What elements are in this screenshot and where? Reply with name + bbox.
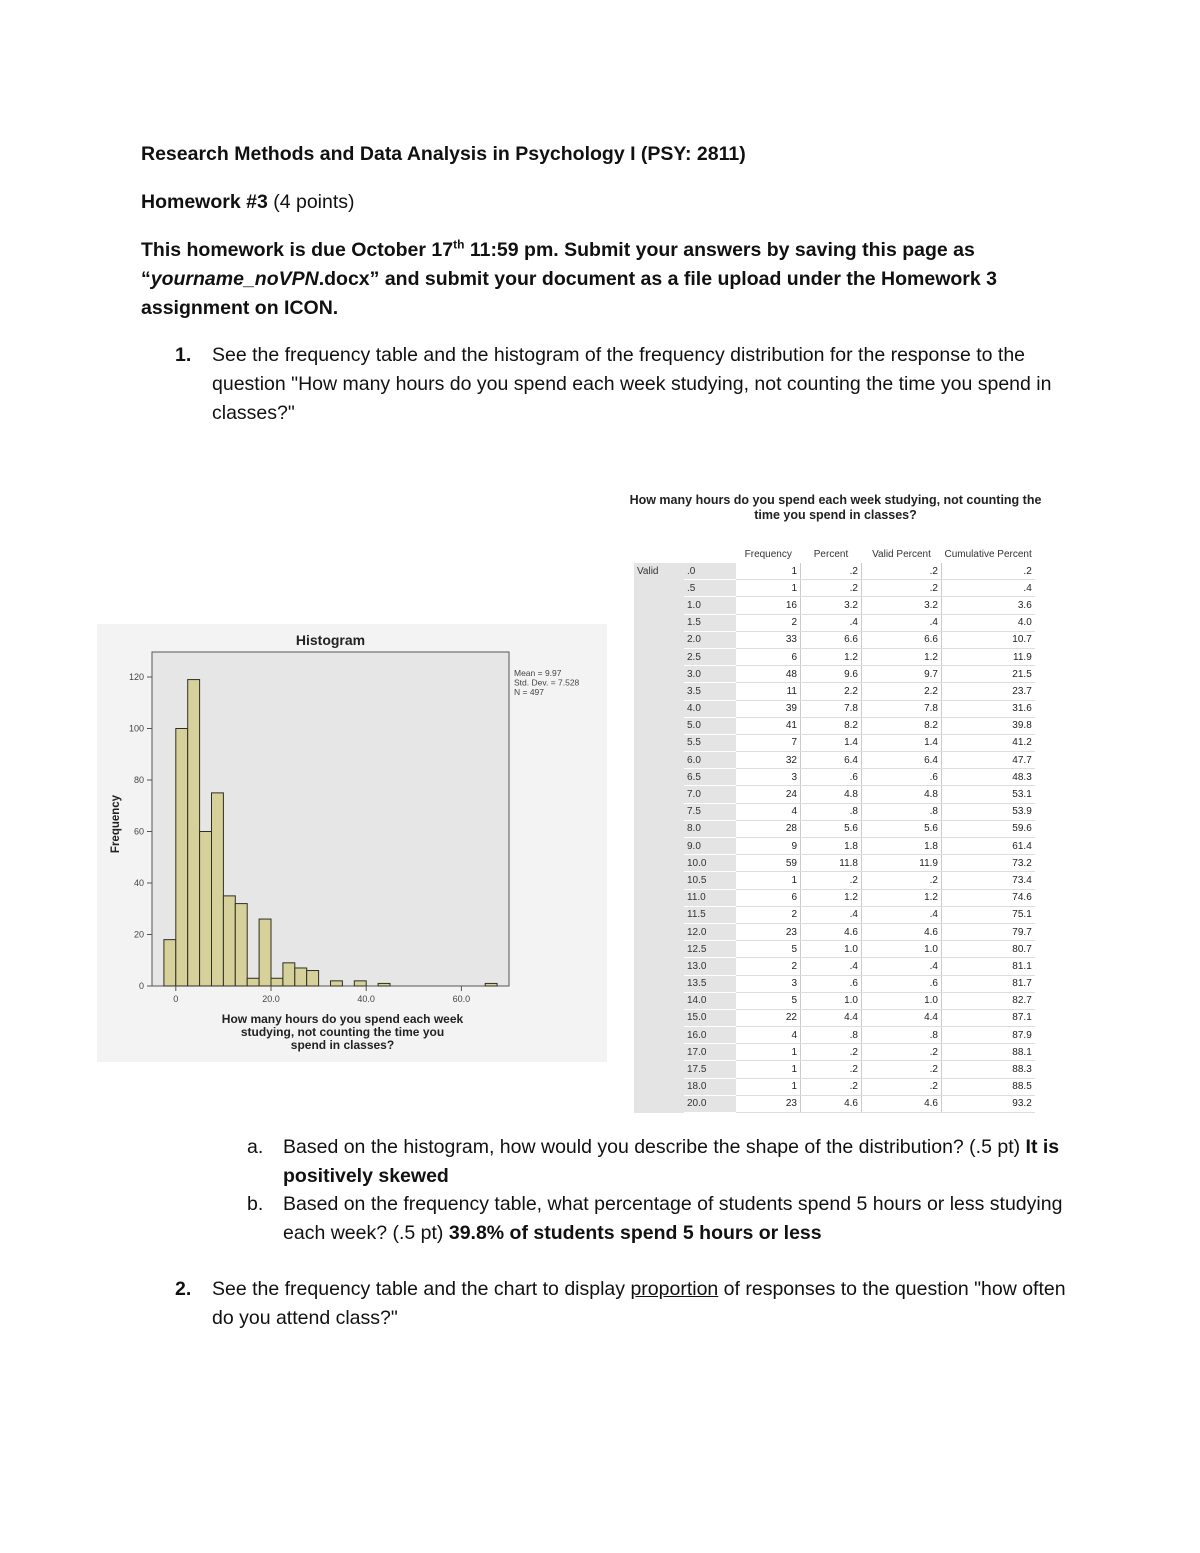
table-cell: .6 — [862, 769, 942, 786]
table-cell: 7 — [736, 734, 801, 751]
table-row — [634, 889, 1035, 906]
row-group-label — [634, 717, 684, 734]
table-cell: 1.8 — [801, 838, 862, 855]
row-value-label: 5.0 — [684, 717, 736, 734]
table-cell: .4 — [862, 906, 942, 923]
histogram-bar — [188, 680, 200, 986]
homework-points: (4 points) — [267, 191, 355, 213]
table-cell: 1 — [736, 1061, 801, 1078]
due-superscript: th — [453, 237, 465, 252]
table-cell: 2 — [736, 906, 801, 923]
question-1a-answer: It is positively skewed — [283, 1136, 1060, 1187]
table-cell: .6 — [801, 769, 862, 786]
row-value-label: 1.5 — [684, 614, 736, 631]
table-cell: 8.2 — [801, 717, 862, 734]
row-group-label — [634, 941, 684, 958]
table-cell: 4.0 — [942, 614, 1035, 631]
table-cell: 53.1 — [942, 786, 1035, 803]
table-cell: 2 — [736, 958, 801, 975]
question-2-text — [212, 1275, 1072, 1333]
table-header-row — [634, 533, 1035, 563]
table-cell: 1.2 — [801, 648, 862, 665]
y-tick-label: 120 — [128, 672, 144, 682]
table-row — [634, 563, 1035, 580]
question-1a-letter: a. — [247, 1136, 264, 1158]
table-cell: 1.8 — [862, 838, 942, 855]
table-cell: 1.0 — [801, 941, 862, 958]
table-cell: 6.4 — [801, 752, 862, 769]
row-value-label: 9.0 — [684, 838, 736, 855]
table-cell: 5 — [736, 941, 801, 958]
y-tick-label: 0 — [138, 981, 144, 991]
row-value-label: 10.5 — [684, 872, 736, 889]
table-row — [634, 597, 1035, 614]
table-cell: 9 — [736, 838, 801, 855]
frequency-table-figure — [617, 480, 1054, 1110]
homework-heading — [141, 188, 355, 217]
table-cell: 59 — [736, 855, 801, 872]
histogram-bar — [307, 971, 319, 986]
row-group-label — [634, 872, 684, 889]
row-value-label: 4.0 — [684, 700, 736, 717]
table-cell: 1.0 — [801, 992, 862, 1009]
table-cell: 1.2 — [801, 889, 862, 906]
question-1b-letter: b. — [247, 1193, 264, 1215]
row-value-label: 15.0 — [684, 1009, 736, 1026]
question-2-text-before: See the frequency table and the chart to display — [212, 1278, 631, 1300]
table-cell: 3.2 — [862, 597, 942, 614]
table-row — [634, 838, 1035, 855]
table-row — [634, 941, 1035, 958]
due-instructions — [141, 236, 1101, 323]
table-row — [634, 631, 1035, 648]
row-group-label — [634, 958, 684, 975]
table-row — [634, 1061, 1035, 1078]
histogram-bar — [331, 981, 343, 986]
table-cell: 1.2 — [862, 648, 942, 665]
table-row — [634, 580, 1035, 597]
table-row — [634, 923, 1035, 940]
table-row — [634, 786, 1035, 803]
table-row — [634, 648, 1035, 665]
table-cell: 7.8 — [801, 700, 862, 717]
histogram-bar — [176, 729, 188, 987]
question-1a-question: Based on the histogram, how would you describe the shape of the distribution? (.5 pt) — [283, 1136, 1026, 1158]
row-group-label — [634, 683, 684, 700]
table-cell: 39.8 — [942, 717, 1035, 734]
row-group-label — [634, 889, 684, 906]
y-tick-label: 40 — [133, 878, 144, 888]
table-cell: 1 — [736, 1078, 801, 1095]
table-cell: .2 — [801, 1061, 862, 1078]
row-group-label — [634, 923, 684, 940]
table-cell: .4 — [801, 906, 862, 923]
row-group-label — [634, 1078, 684, 1095]
table-row — [634, 975, 1035, 992]
table-cell: 5.6 — [862, 820, 942, 837]
table-cell: 2.2 — [801, 683, 862, 700]
row-group-label — [634, 1044, 684, 1061]
question-1a-text — [283, 1133, 1083, 1191]
x-tick-label: 60.0 — [452, 994, 471, 1004]
table-cell: 28 — [736, 820, 801, 837]
table-cell: 53.9 — [942, 803, 1035, 820]
table-cell: 6 — [736, 889, 801, 906]
table-cell: 81.7 — [942, 975, 1035, 992]
table-cell: .2 — [801, 580, 862, 597]
histogram-title: Histogram — [295, 632, 366, 648]
course-title: Research Methods and Data Analysis in Psychology I (PSY: 2811) — [141, 143, 746, 165]
table-cell: 2.2 — [862, 683, 942, 700]
histogram-bar — [259, 919, 271, 986]
table-cell: 3 — [736, 769, 801, 786]
table-cell: 4 — [736, 1027, 801, 1044]
table-cell: 47.7 — [942, 752, 1035, 769]
table-row — [634, 700, 1035, 717]
histogram-stat: N = 497 — [514, 687, 545, 697]
table-row — [634, 717, 1035, 734]
table-cell: 61.4 — [942, 838, 1035, 855]
table-cell: 1.4 — [801, 734, 862, 751]
table-cell: .2 — [862, 580, 942, 597]
x-tick-label: 0 — [173, 994, 179, 1004]
table-cell: 87.9 — [942, 1027, 1035, 1044]
table-cell: 11 — [736, 683, 801, 700]
table-cell: 11.9 — [942, 648, 1035, 665]
row-group-label — [634, 648, 684, 665]
table-cell: .6 — [862, 975, 942, 992]
row-value-label: 2.5 — [684, 648, 736, 665]
row-group-label — [634, 786, 684, 803]
table-cell: 31.6 — [942, 700, 1035, 717]
histogram-bar — [485, 983, 497, 986]
table-cell: 80.7 — [942, 941, 1035, 958]
histogram-stat: Mean = 9.97 — [514, 668, 562, 678]
histogram-chart — [97, 624, 607, 1062]
y-tick-label: 100 — [128, 723, 144, 734]
table-row — [634, 769, 1035, 786]
table-cell: 73.2 — [942, 855, 1035, 872]
histogram-bar — [223, 896, 235, 986]
table-cell: .4 — [801, 958, 862, 975]
y-tick-label: 60 — [133, 826, 144, 837]
histogram-x-label: How many hours do you spend each week — [221, 1012, 464, 1026]
row-value-label: 12.0 — [684, 923, 736, 940]
histogram-bar — [212, 793, 224, 986]
table-cell: 74.6 — [942, 889, 1035, 906]
table-cell: 3.2 — [801, 597, 862, 614]
table-row — [634, 958, 1035, 975]
table-cell: 21.5 — [942, 666, 1035, 683]
histogram-bar — [283, 963, 295, 986]
table-cell: .4 — [801, 614, 862, 631]
table-cell: .2 — [862, 1061, 942, 1078]
table-cell: .4 — [862, 614, 942, 631]
question-1-number: 1. — [175, 344, 192, 366]
row-group-label — [634, 855, 684, 872]
row-group-label — [634, 734, 684, 751]
row-value-label: 3.5 — [684, 683, 736, 700]
column-header: Cumulative Percent — [944, 549, 1032, 560]
table-cell: 11.8 — [801, 855, 862, 872]
row-value-label: 11.0 — [684, 889, 736, 906]
table-cell: .4 — [862, 958, 942, 975]
table-cell: 4 — [736, 803, 801, 820]
table-cell: 4.8 — [862, 786, 942, 803]
table-cell: 9.7 — [862, 666, 942, 683]
histogram-bar — [295, 968, 307, 986]
table-cell: .2 — [801, 1078, 862, 1095]
table-cell: 39 — [736, 700, 801, 717]
row-value-label: 13.0 — [684, 958, 736, 975]
table-cell: 81.1 — [942, 958, 1035, 975]
row-value-label: 12.5 — [684, 941, 736, 958]
table-row — [634, 1044, 1035, 1061]
row-value-label: 2.0 — [684, 631, 736, 648]
question-1b-text — [283, 1190, 1083, 1248]
table-cell: 1.0 — [862, 941, 942, 958]
row-value-label: 7.5 — [684, 803, 736, 820]
row-group-label: Valid — [634, 563, 684, 580]
row-value-label: 5.5 — [684, 734, 736, 751]
row-group-label — [634, 631, 684, 648]
table-cell: 1.4 — [862, 734, 942, 751]
frequency-table — [634, 533, 1035, 1113]
table-cell: .2 — [862, 872, 942, 889]
table-row — [634, 855, 1035, 872]
question-2-underlined: proportion — [630, 1278, 719, 1300]
row-value-label: 18.0 — [684, 1078, 736, 1095]
histogram-stat: Std. Dev. = 7.528 — [514, 677, 580, 688]
histogram-bar — [235, 904, 247, 986]
table-cell: 24 — [736, 786, 801, 803]
row-group-label — [634, 1009, 684, 1026]
table-row — [634, 872, 1035, 889]
question-2-number: 2. — [175, 1278, 192, 1300]
table-cell: 6.4 — [862, 752, 942, 769]
row-group-label — [634, 1095, 684, 1112]
table-cell: 79.7 — [942, 923, 1035, 940]
row-group-label — [634, 769, 684, 786]
table-cell: 3 — [736, 975, 801, 992]
due-filename: yourname_noVPN — [150, 268, 319, 290]
x-tick-label: 20.0 — [262, 994, 280, 1004]
table-cell: .2 — [801, 1044, 862, 1061]
row-value-label: 16.0 — [684, 1027, 736, 1044]
row-value-label: 7.0 — [684, 786, 736, 803]
table-cell: 88.1 — [942, 1044, 1035, 1061]
table-cell: .6 — [801, 975, 862, 992]
table-row — [634, 1027, 1035, 1044]
row-value-label: .5 — [684, 580, 736, 597]
table-cell: 73.4 — [942, 872, 1035, 889]
table-cell: 9.6 — [801, 666, 862, 683]
table-row — [634, 906, 1035, 923]
row-value-label: 17.0 — [684, 1044, 736, 1061]
row-value-label: 6.5 — [684, 769, 736, 786]
histogram-x-label: studying, not counting the time you — [240, 1025, 445, 1039]
histogram-bar — [354, 981, 366, 986]
table-cell: 1 — [736, 1044, 801, 1061]
row-group-label — [634, 992, 684, 1009]
table-cell: 1 — [736, 580, 801, 597]
table-cell: .8 — [801, 803, 862, 820]
header-blank — [684, 533, 736, 563]
histogram-bar — [378, 983, 390, 986]
row-value-label: .0 — [684, 563, 736, 580]
row-group-label — [634, 580, 684, 597]
table-cell: 2 — [736, 614, 801, 631]
header-blank — [634, 533, 684, 563]
column-header: Percent — [813, 549, 849, 560]
table-row — [634, 614, 1035, 631]
table-cell: .8 — [801, 1027, 862, 1044]
table-row — [634, 1009, 1035, 1026]
table-cell: 4.8 — [801, 786, 862, 803]
table-row — [634, 992, 1035, 1009]
column-header: Frequency — [744, 549, 792, 560]
table-cell: .2 — [801, 563, 862, 580]
table-cell: 88.5 — [942, 1078, 1035, 1095]
table-row — [634, 683, 1035, 700]
histogram-x-label: spend in classes? — [290, 1038, 395, 1052]
row-value-label: 8.0 — [684, 820, 736, 837]
table-row — [634, 752, 1035, 769]
table-cell: 1 — [736, 872, 801, 889]
due-text-2: 11:59 pm. Submit your answers by saving this page as “ — [141, 239, 975, 290]
table-cell: .2 — [801, 872, 862, 889]
table-row — [634, 1078, 1035, 1095]
table-cell: 4.6 — [862, 923, 942, 940]
table-row — [634, 1095, 1035, 1112]
row-group-label — [634, 666, 684, 683]
table-cell: 4.6 — [801, 1095, 862, 1112]
row-value-label: 6.0 — [684, 752, 736, 769]
table-cell: 33 — [736, 631, 801, 648]
table-cell: 1.2 — [862, 889, 942, 906]
due-text-1: This homework is due October 17 — [141, 239, 454, 261]
table-cell: 4.6 — [801, 923, 862, 940]
table-cell: 23.7 — [942, 683, 1035, 700]
table-cell: .2 — [862, 1078, 942, 1095]
table-cell: 4.6 — [862, 1095, 942, 1112]
table-cell: 93.2 — [942, 1095, 1035, 1112]
table-cell: 23 — [736, 1095, 801, 1112]
row-group-label — [634, 803, 684, 820]
table-cell: 87.1 — [942, 1009, 1035, 1026]
table-cell: .8 — [862, 803, 942, 820]
row-group-label — [634, 700, 684, 717]
table-cell: 10.7 — [942, 631, 1035, 648]
table-cell: .8 — [862, 1027, 942, 1044]
histogram-y-label: Frequency — [110, 794, 122, 854]
y-tick-label: 20 — [133, 929, 144, 940]
table-cell: 75.1 — [942, 906, 1035, 923]
table-cell: 4.4 — [801, 1009, 862, 1026]
table-cell: .2 — [862, 563, 942, 580]
table-cell: .2 — [942, 563, 1035, 580]
histogram-bar — [271, 978, 283, 986]
row-group-label — [634, 906, 684, 923]
table-cell: 22 — [736, 1009, 801, 1026]
question-2-text-after: of responses to the question "how often do you attend class?" — [212, 1278, 1066, 1329]
x-tick-label: 40.0 — [357, 994, 375, 1004]
table-cell: 16 — [736, 597, 801, 614]
table-cell: 82.7 — [942, 992, 1035, 1009]
table-cell: 6.6 — [862, 631, 942, 648]
row-value-label: 1.0 — [684, 597, 736, 614]
column-header: Valid Percent — [872, 549, 931, 560]
row-value-label: 14.0 — [684, 992, 736, 1009]
row-group-label — [634, 597, 684, 614]
question-1b-question: Based on the frequency table, what percentage of students spend 5 hours or less studying each week? (.5 pt) — [283, 1193, 1063, 1244]
row-group-label — [634, 614, 684, 631]
row-group-label — [634, 838, 684, 855]
table-cell: 8.2 — [862, 717, 942, 734]
table-cell: 3.6 — [942, 597, 1035, 614]
table-cell: 4.4 — [862, 1009, 942, 1026]
question-1-text: See the frequency table and the histogram of the frequency distribution for the response to the question "How many hours do you spend each week studying, not counting the time you spend in classes?" — [212, 344, 1052, 424]
row-value-label: 20.0 — [684, 1095, 736, 1112]
table-cell: 59.6 — [942, 820, 1035, 837]
table-cell: 11.9 — [862, 855, 942, 872]
row-group-label — [634, 1061, 684, 1078]
row-value-label: 11.5 — [684, 906, 736, 923]
table-cell: .2 — [862, 1044, 942, 1061]
table-cell: 88.3 — [942, 1061, 1035, 1078]
table-cell: 5.6 — [801, 820, 862, 837]
y-tick-label: 80 — [133, 775, 144, 785]
homework-title: Homework #3 — [141, 191, 268, 213]
table-cell: 48.3 — [942, 769, 1035, 786]
histogram-figure — [97, 624, 607, 1062]
histogram-bar — [164, 940, 176, 986]
row-value-label: 3.0 — [684, 666, 736, 683]
table-row — [634, 820, 1035, 837]
question-1b-answer: 39.8% of students spend 5 hours or less — [448, 1222, 822, 1244]
frequency-table-title: How many hours do you spend each week studying, not counting the time you spend in classes? — [629, 493, 1042, 522]
row-group-label — [634, 820, 684, 837]
table-cell: 32 — [736, 752, 801, 769]
table-cell: 23 — [736, 923, 801, 940]
row-value-label: 17.5 — [684, 1061, 736, 1078]
table-cell: 6 — [736, 648, 801, 665]
table-cell: 48 — [736, 666, 801, 683]
table-cell: .4 — [942, 580, 1035, 597]
row-group-label — [634, 752, 684, 769]
row-group-label — [634, 1027, 684, 1044]
row-value-label: 10.0 — [684, 855, 736, 872]
table-cell: 41 — [736, 717, 801, 734]
table-row — [634, 803, 1035, 820]
table-cell: 1 — [736, 563, 801, 580]
table-cell: 5 — [736, 992, 801, 1009]
histogram-bar — [200, 832, 212, 987]
table-cell: 6.6 — [801, 631, 862, 648]
table-cell: 7.8 — [862, 700, 942, 717]
table-row — [634, 734, 1035, 751]
histogram-bar — [247, 978, 259, 986]
row-value-label: 13.5 — [684, 975, 736, 992]
due-text-3: .docx” and submit your document as a file upload under the Homework 3 assignment on ICON. — [141, 268, 997, 319]
table-cell: 41.2 — [942, 734, 1035, 751]
table-row — [634, 666, 1035, 683]
row-group-label — [634, 975, 684, 992]
table-cell: 1.0 — [862, 992, 942, 1009]
